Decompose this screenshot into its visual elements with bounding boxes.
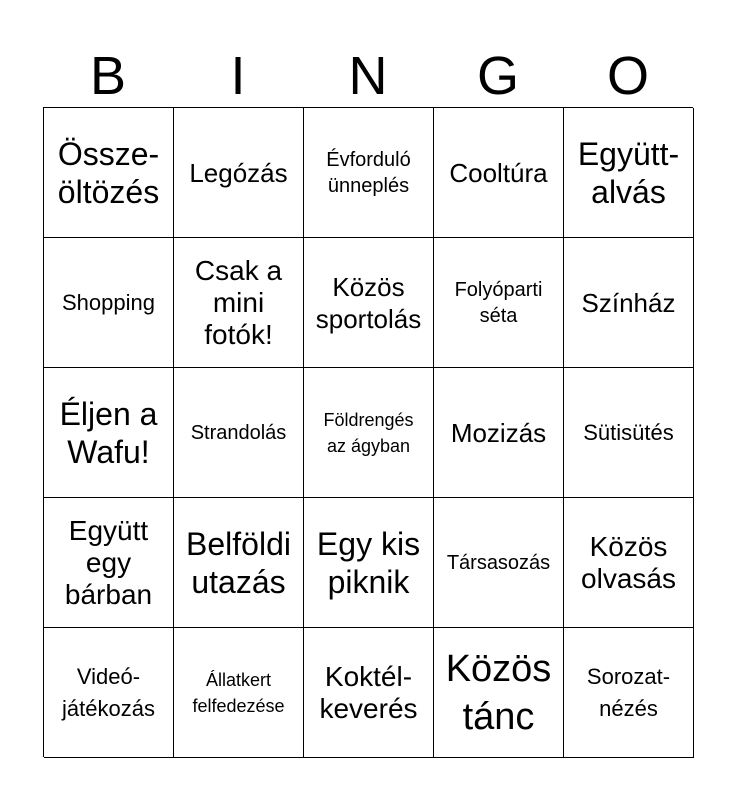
bingo-cell[interactable] — [44, 108, 174, 238]
cell-text: Színház — [581, 287, 676, 318]
cell-text: Videó- játékozás — [62, 663, 155, 721]
cell-text: Mozizás — [450, 417, 547, 448]
bingo-cell[interactable] — [174, 498, 304, 628]
cell-text: Egy kis piknik — [316, 525, 421, 600]
cell-text: Koktél- keverés — [319, 660, 418, 724]
bingo-cell[interactable] — [44, 498, 174, 628]
bingo-cell[interactable] — [434, 368, 564, 498]
bingo-cell[interactable] — [564, 368, 694, 498]
bingo-cell[interactable] — [44, 368, 174, 498]
header-letter-g: G — [476, 46, 519, 106]
bingo-cell[interactable] — [304, 238, 434, 368]
cell-text: Közös tánc — [445, 647, 552, 738]
cell-text: Társasozás — [446, 551, 551, 574]
bingo-cell[interactable] — [174, 108, 304, 238]
cell-text: Folyóparti séta — [454, 278, 543, 327]
cell-text: Közös olvasás — [581, 530, 676, 594]
cell-text: Csak a mini fotók! — [194, 254, 283, 350]
bingo-cell[interactable] — [304, 628, 434, 758]
bingo-cell[interactable] — [304, 368, 434, 498]
bingo-cell[interactable] — [434, 238, 564, 368]
cell-text: Együtt- alvás — [577, 135, 680, 210]
bingo-cell[interactable] — [564, 498, 694, 628]
bingo-header — [43, 44, 693, 108]
bingo-cell[interactable] — [304, 108, 434, 238]
bingo-cell[interactable] — [564, 108, 694, 238]
bingo-cell[interactable] — [44, 238, 174, 368]
cell-text: Közös sportolás — [315, 271, 422, 334]
bingo-cell[interactable] — [564, 238, 694, 368]
cell-text: Földrengés az ágyban — [323, 409, 414, 456]
cell-text: Állatkert felfedezése — [192, 669, 285, 716]
cell-text: Sorozat- nézés — [586, 663, 671, 721]
bingo-cell[interactable] — [564, 628, 694, 758]
bingo-cell[interactable] — [44, 628, 174, 758]
header-letter-b: B — [89, 46, 127, 106]
cell-text: Legózás — [189, 157, 288, 188]
bingo-cell[interactable] — [174, 628, 304, 758]
cell-text: Éljen a Wafu! — [59, 395, 158, 470]
bingo-grid — [43, 107, 693, 757]
cell-text: Shopping — [62, 289, 155, 315]
cell-text: Együtt egy bárban — [64, 514, 153, 610]
cell-text: Össze- öltözés — [57, 135, 160, 210]
bingo-cell[interactable] — [174, 368, 304, 498]
bingo-cell[interactable] — [174, 238, 304, 368]
bingo-cell[interactable] — [434, 628, 564, 758]
cell-text: Cooltúra — [449, 157, 548, 188]
bingo-cell[interactable] — [304, 498, 434, 628]
header-letter-i: I — [230, 46, 246, 106]
header-letter-n: N — [348, 46, 388, 106]
cell-text: Strandolás — [190, 421, 287, 444]
cell-text: Sütisütés — [583, 419, 674, 445]
cell-text: Évforduló ünneplés — [326, 148, 411, 197]
bingo-cell[interactable] — [434, 498, 564, 628]
header-letter-o: O — [606, 46, 649, 106]
bingo-cell[interactable] — [434, 108, 564, 238]
cell-text: Belföldi utazás — [186, 525, 291, 600]
